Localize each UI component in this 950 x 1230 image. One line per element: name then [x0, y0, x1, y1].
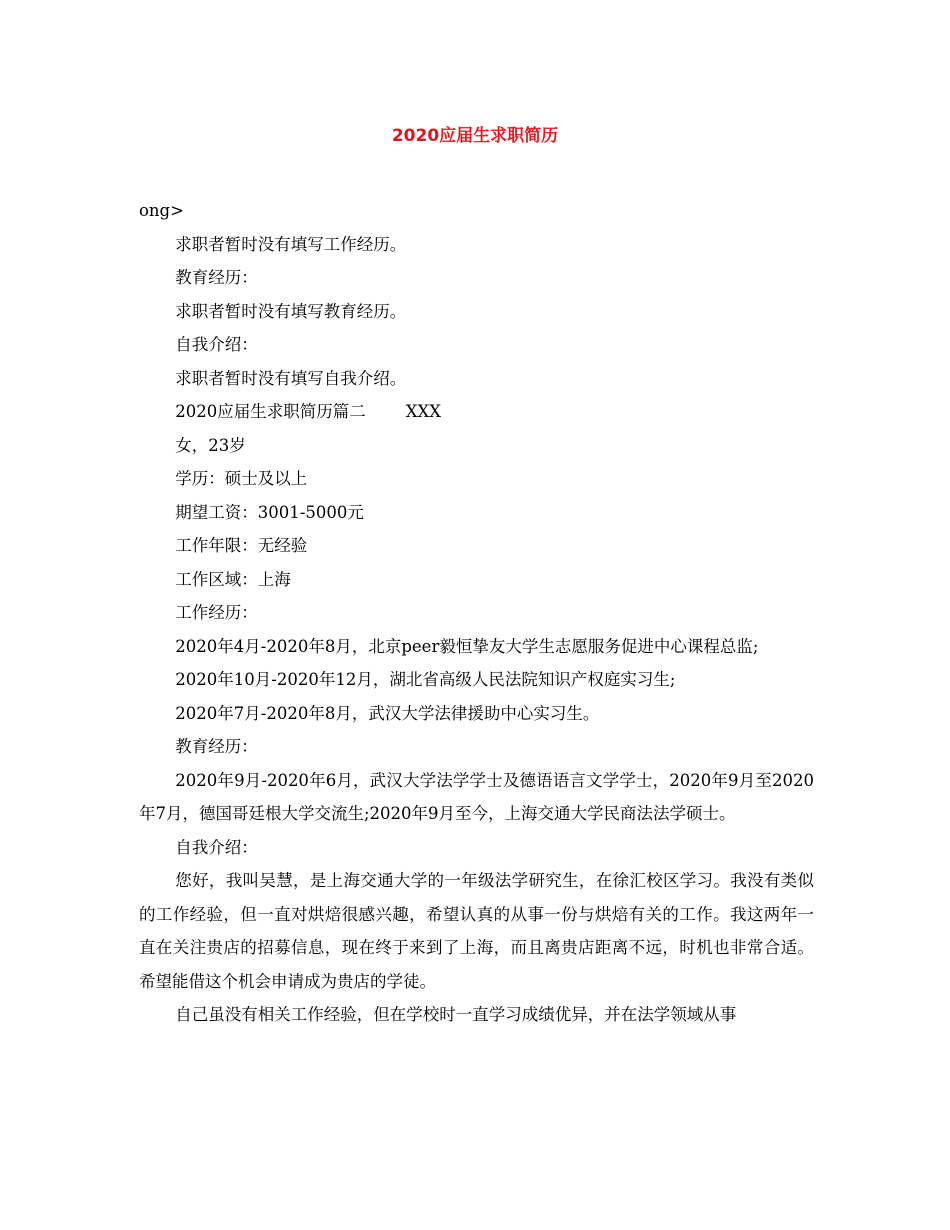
section-heading: 自我介绍：: [175, 335, 258, 354]
text-line: [139, 395, 814, 429]
self-intro-paragraph: 自己虽没有相关工作经验，但在学校时一直学习成绩优异，并在法学领域从事: [175, 1005, 737, 1024]
section-heading: 教育经历：: [175, 268, 258, 287]
work-entry: 2020年4月-2020年8月，北京peer毅恒挚友大学生志愿服务促进中心课程总监;: [175, 636, 759, 656]
document-body: [139, 194, 814, 1032]
text-line: 求职者暂时没有填写教育经历。: [175, 301, 407, 321]
candidate-name: XXX: [405, 402, 442, 421]
text-line: 求职者暂时没有填写自我介绍。: [175, 368, 407, 388]
text-line: 学历：硕士及以上: [175, 469, 308, 488]
work-entry: 2020年7月-2020年8月，武汉大学法律援助中心实习生。: [175, 703, 600, 723]
document-title: 2020应届生求职简历: [391, 126, 559, 146]
text-line: 期望工资：3001-5000元: [175, 502, 364, 522]
education-entry: 2020年9月-2020年6月，武汉大学法学学士及德语语言文学学士，2020年9月至2020年7月，德国哥廷根大学交流生;2020年9月至今，上海交通大学民商法法学硕士。: [139, 770, 814, 823]
section-heading: 教育经历：: [175, 737, 258, 756]
text-line: 工作区域：上海: [175, 569, 291, 589]
text-line: ong>: [139, 201, 184, 220]
section-heading: 工作经历：: [175, 603, 258, 622]
text-line: 求职者暂时没有填写工作经历。: [175, 234, 407, 254]
text-line: 女，23岁: [175, 435, 246, 455]
text-line: 工作年限：无经验: [175, 536, 308, 555]
section-heading: 自我介绍：: [175, 837, 258, 857]
resume-subtitle: 2020应届生求职简历篇二: [175, 402, 366, 421]
work-entry: 2020年10月-2020年12月，湖北省高级人民法院知识产权庭实习生;: [175, 670, 676, 689]
self-intro-paragraph: 您好，我叫吴慧，是上海交通大学的一年级法学研究生，在徐汇校区学习。我没有类似的工作经验，但一直对烘焙很感兴趣，希望认真的从事一份与烘焙有关的工作。我这两年一直在关注贵店的招募信息，现在终于来到了上海，而且离贵店距离不远，时机也非常合适。希望能借这个机会申请成为贵店的学徒。: [139, 871, 814, 991]
